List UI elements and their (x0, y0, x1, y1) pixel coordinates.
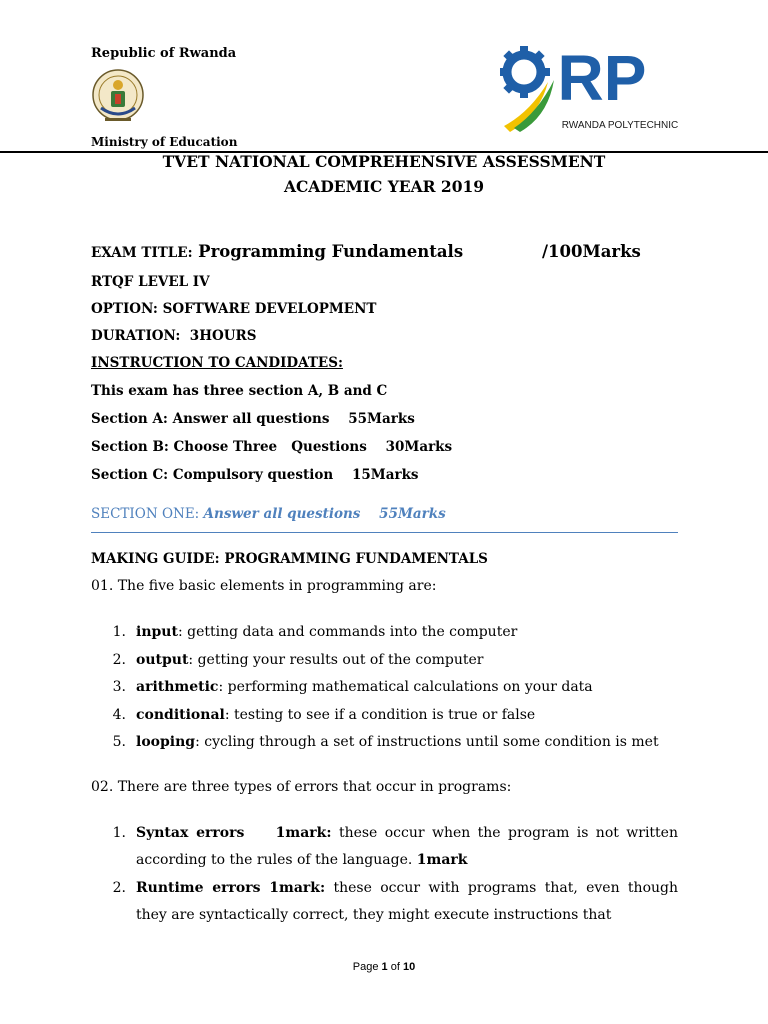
list-number: 5. (112, 734, 126, 750)
list-text: : performing mathematical calculations on your data (218, 679, 593, 695)
ministry-name: Ministry of Education (91, 135, 238, 149)
instruction-line: Section C: Compulsory question 15Marks (91, 467, 419, 483)
list-item (136, 875, 678, 929)
exam-title-label: EXAM TITLE: (91, 245, 193, 261)
list-number: 2. (112, 652, 126, 668)
assessment-title: TVET NATIONAL COMPREHENSIVE ASSESSMENT (162, 152, 606, 171)
section-one-label: SECTION ONE: (91, 506, 200, 522)
instruction-line: Section A: Answer all questions 55Marks (91, 411, 415, 427)
section-divider (91, 532, 678, 533)
exam-option: OPTION: SOFTWARE DEVELOPMENT (91, 301, 377, 317)
total-marks: /100Marks (542, 242, 641, 261)
list-item (136, 729, 678, 756)
country-name: Republic of Rwanda (91, 46, 237, 61)
list-term: looping (136, 734, 196, 750)
list-item (136, 820, 678, 874)
list-text: : getting data and commands into the computer (177, 624, 518, 640)
list-term: input (136, 624, 178, 640)
list-number: 1. (112, 624, 126, 640)
exam-title-value: Programming Fundamentals (198, 242, 464, 261)
of-word: of (390, 961, 400, 973)
instruction-line: This exam has three section A, B and C (91, 383, 388, 399)
list-term: Runtime errors 1mark: (136, 880, 326, 896)
page-footer (0, 961, 768, 973)
list-term: arithmetic (136, 679, 219, 695)
academic-year: ACADEMIC YEAR 2019 (283, 177, 485, 196)
question-2-intro: 02. There are three types of errors that occur in programs: (91, 779, 512, 795)
list-mark: 1mark (416, 852, 468, 868)
section-one-text: Answer all questions 55Marks (203, 506, 446, 522)
rwanda-polytechnic-logo (500, 42, 678, 134)
list-text: : testing to see if a condition is true or false (224, 707, 536, 723)
page-word: Page (352, 961, 379, 973)
exam-duration: DURATION: 3HOURS (91, 328, 257, 344)
list-number: 2. (112, 880, 126, 896)
list-item (136, 702, 678, 729)
exam-title (91, 242, 463, 261)
rtqf-level: RTQF LEVEL IV (91, 274, 210, 290)
instruction-line: Section B: Choose Three Questions 30Marks (91, 439, 453, 455)
list-item (136, 619, 678, 646)
list-text: these occur with programs that, even though they are syntactically correct, they might execute instructions that (136, 880, 678, 923)
svg-text:RP: RP (557, 42, 647, 114)
question-1-intro: 01. The five basic elements in programming are: (91, 578, 437, 594)
list-term: Syntax errors 1mark: (136, 825, 332, 841)
list-item (136, 674, 678, 701)
svg-text:RWANDA POLYTECHNIC: RWANDA POLYTECHNIC (561, 120, 678, 131)
list-term: conditional (136, 707, 225, 723)
page-total: 10 (402, 961, 416, 973)
list-item (136, 647, 678, 674)
national-emblem-icon (91, 68, 145, 126)
list-number: 4. (112, 707, 126, 723)
list-number: 1. (112, 825, 126, 841)
instructions-heading: INSTRUCTION TO CANDIDATES: (91, 355, 343, 371)
list-text: : getting your results out of the computer (188, 652, 484, 668)
list-term: output (136, 652, 189, 668)
page-number: 1 (381, 961, 388, 973)
list-number: 3. (112, 679, 126, 695)
section-one-heading (91, 506, 446, 522)
gear-icon (500, 46, 550, 98)
list-text: : cycling through a set of instructions until some condition is met (195, 734, 659, 750)
marking-guide-heading: MAKING GUIDE: PROGRAMMING FUNDAMENTALS (91, 551, 488, 567)
list-text: these occur when the program is not written according to the rules of the language. (136, 825, 678, 868)
